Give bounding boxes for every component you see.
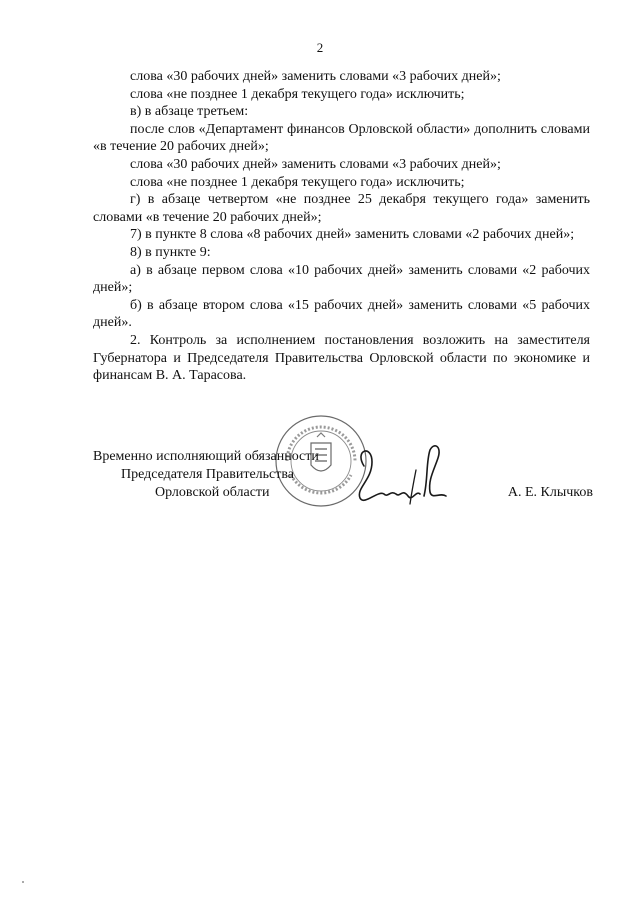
paragraph: в) в абзаце третьем: [130, 104, 249, 120]
signatory-name: А. Е. Клычков [507, 485, 593, 500]
paragraph: слова «30 рабочих дней» заменить словами «3 рабочих дней»; [130, 156, 501, 172]
signatory-title-line3: Орловской области [155, 485, 270, 500]
paragraph: г) в абзаце четвертом «не позднее 25 декабря текущего года» заменить словами «в течение 20 рабочих дней»; [93, 192, 590, 225]
paragraph: слова «30 рабочих дней» заменить словами «3 рабочих дней»; [130, 69, 501, 84]
paragraph: слова «не позднее 1 декабря текущего года» исключить; [130, 86, 465, 102]
paragraph: 7) в пункте 8 слова «8 рабочих дней» заменить словами «2 рабочих дней»; [130, 227, 575, 243]
paragraph: после слов «Департамент финансов Орловской области» дополнить словами «в течение 20 рабочих дней»; [93, 121, 590, 155]
document-body [93, 68, 590, 385]
page-number: 2 [316, 40, 324, 55]
paragraph: 8) в пункте 9: [130, 244, 211, 260]
paragraph: б) в абзаце втором слова «15 рабочих дней» заменить словами «5 рабочих дней». [93, 297, 590, 331]
signatory-title-line2: Председателя Правительства [121, 467, 295, 482]
paragraph: 2. Контроль за исполнением постановления возложить на заместителя Губернатора и Председателя Правительства Орловской области по экономике и финансам В. А. Тарасова. [93, 332, 590, 384]
scan-speck [22, 881, 24, 883]
paragraph: а) в абзаце первом слова «10 рабочих дней» заменить словами «2 рабочих дней»; [93, 262, 590, 296]
signature-block [93, 448, 593, 508]
paragraph: слова «не позднее 1 декабря текущего года» исключить; [130, 174, 465, 190]
signatory-title-line1: Временно исполняющий обязанности [93, 449, 319, 464]
